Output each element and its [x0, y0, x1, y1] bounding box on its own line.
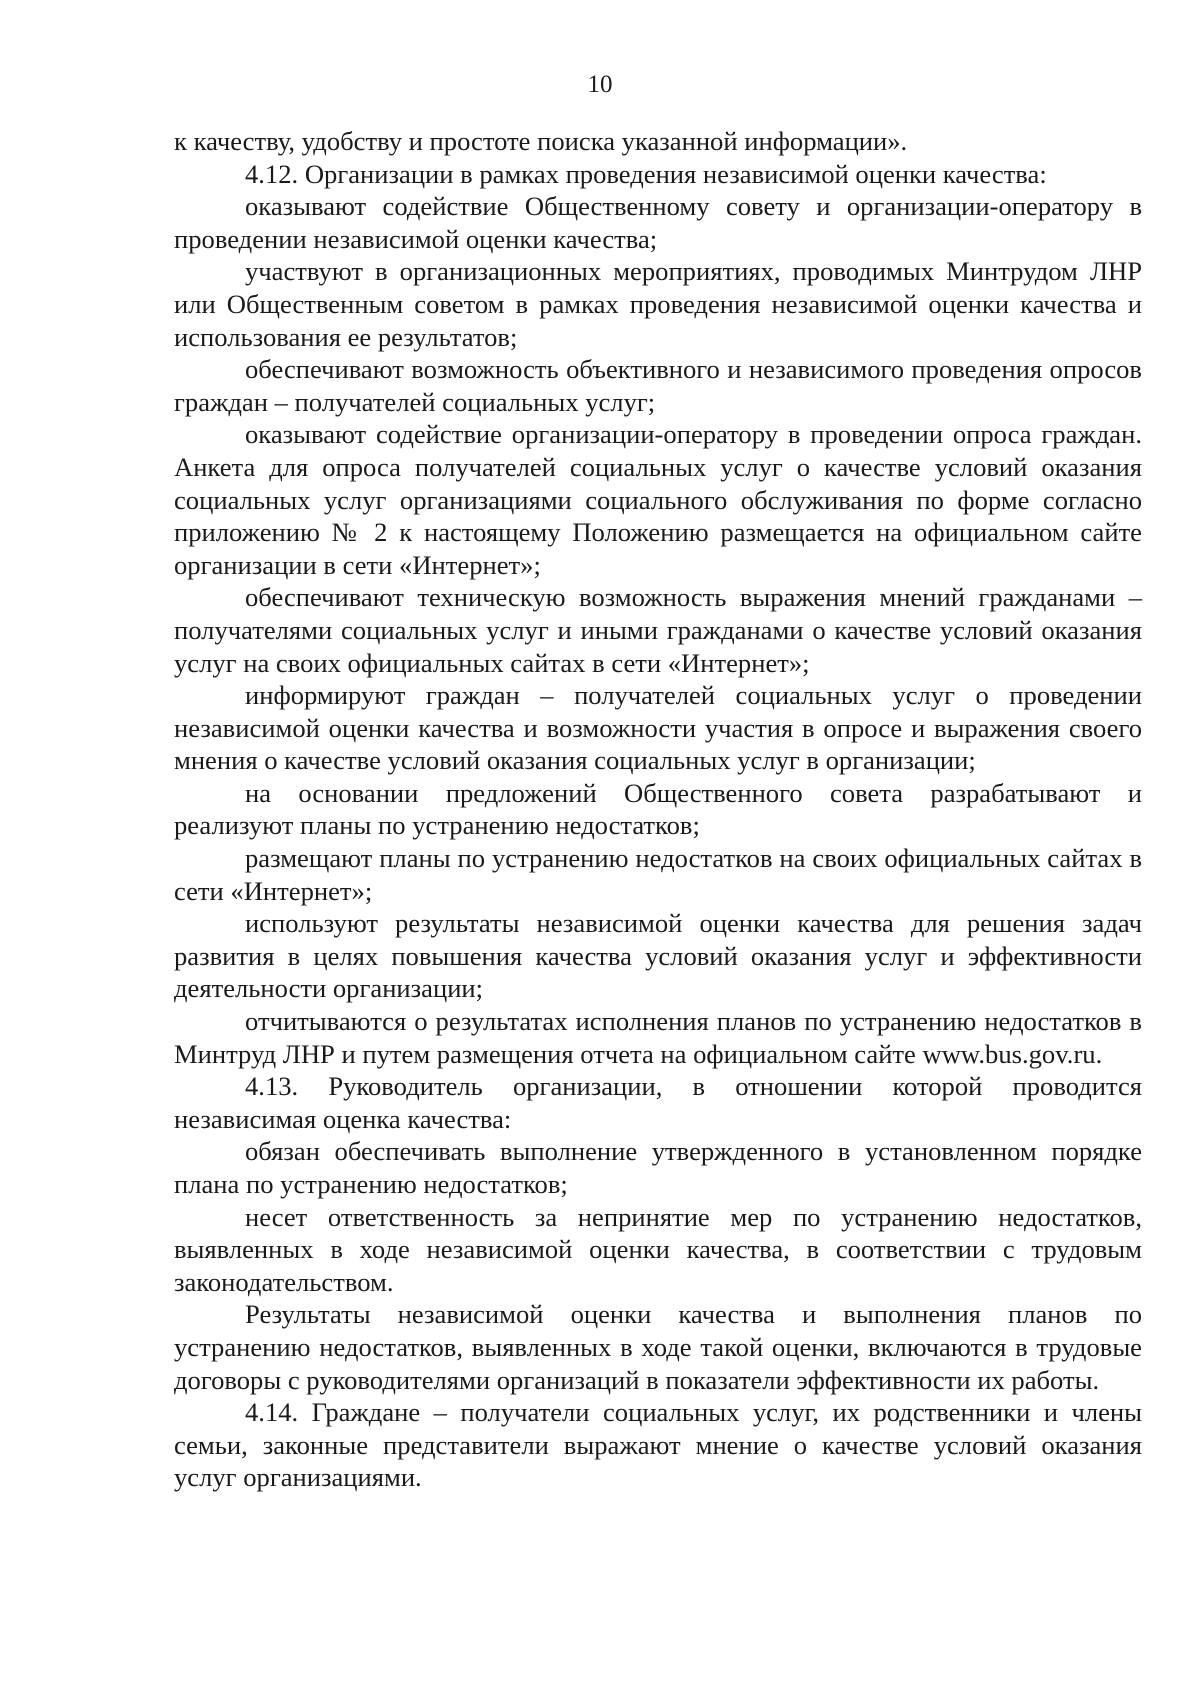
paragraph: на основании предложений Общественного совета разрабатывают и реализуют планы по устранению недостатков;	[174, 777, 1142, 841]
paragraph: обеспечивают техническую возможность выражения мнений гражданами – получателями социальных услуг и иными гражданами о качестве условий оказания услуг на своих официальных сайтах в сети «Интернет»;	[174, 582, 1142, 678]
paragraph-continuation: к качеству, удобству и простоте поиска указанной информации».	[174, 126, 908, 156]
paragraph: оказывают содействие организации-оператору в проведении опроса граждан. Анкета для опроса получателей социальных услуг о качестве условий оказания социальных услуг организациями социального обслуживания по форме согласно приложению № 2 к настоящему Положению размещается на официальном сайте организации в сети «Интернет»;	[174, 419, 1142, 580]
page-number: 10	[587, 71, 613, 98]
paragraph-clause-4-14: 4.14. Граждане – получатели социальных услуг, их родственники и члены семьи, законные представители выражают мнение о качестве условий оказания услуг организациями.	[174, 1397, 1142, 1493]
document-body	[174, 125, 1142, 1494]
paragraph: размещают планы по устранению недостатков на своих официальных сайтах в сети «Интернет»;	[174, 843, 1142, 906]
paragraph-clause-4-12: 4.12. Организации в рамках проведения независимой оценки качества:	[245, 158, 1047, 189]
paragraph: Результаты независимой оценки качества и выполнения планов по устранению недостатков, выявленных в ходе такой оценки, включаются в трудовые договоры с руководителями организаций в показатели эффективности их работы.	[174, 1299, 1142, 1395]
paragraph: участвуют в организационных мероприятиях, проводимых Минтрудом ЛНР или Общественным советом в рамках проведения независимой оценки качества и использования ее результатов;	[174, 256, 1142, 352]
paragraph: обеспечивают возможность объективного и независимого проведения опросов граждан – получателей социальных услуг;	[174, 354, 1142, 417]
paragraph-clause-4-13: 4.13. Руководитель организации, в отношении которой проводится независимая оценка качества:	[174, 1071, 1142, 1134]
paragraph: используют результаты независимой оценки качества для решения задач развития в целях повышения качества условий оказания услуг и эффективности деятельности организации;	[174, 908, 1142, 1004]
paragraph: отчитываются о результатах исполнения планов по устранению недостатков в Минтруд ЛНР и путем размещения отчета на официальном сайте www.bus.gov.ru.	[174, 1006, 1142, 1069]
paragraph: несет ответственность за непринятие мер по устранению недостатков, выявленных в ходе независимой оценки качества, в соответствии с трудовым законодательством.	[174, 1201, 1142, 1297]
paragraph: оказывают содействие Общественному совету и организации-оператору в проведении независимой оценки качества;	[174, 191, 1142, 254]
paragraph: информируют граждан – получателей социальных услуг о проведении независимой оценки качества и возможности участия в опросе и выражения своего мнения о качестве условий оказания социальных услуг в организации;	[174, 680, 1142, 776]
paragraph: обязан обеспечивать выполнение утвержденного в установленном порядке плана по устранению недостатков;	[174, 1136, 1142, 1199]
